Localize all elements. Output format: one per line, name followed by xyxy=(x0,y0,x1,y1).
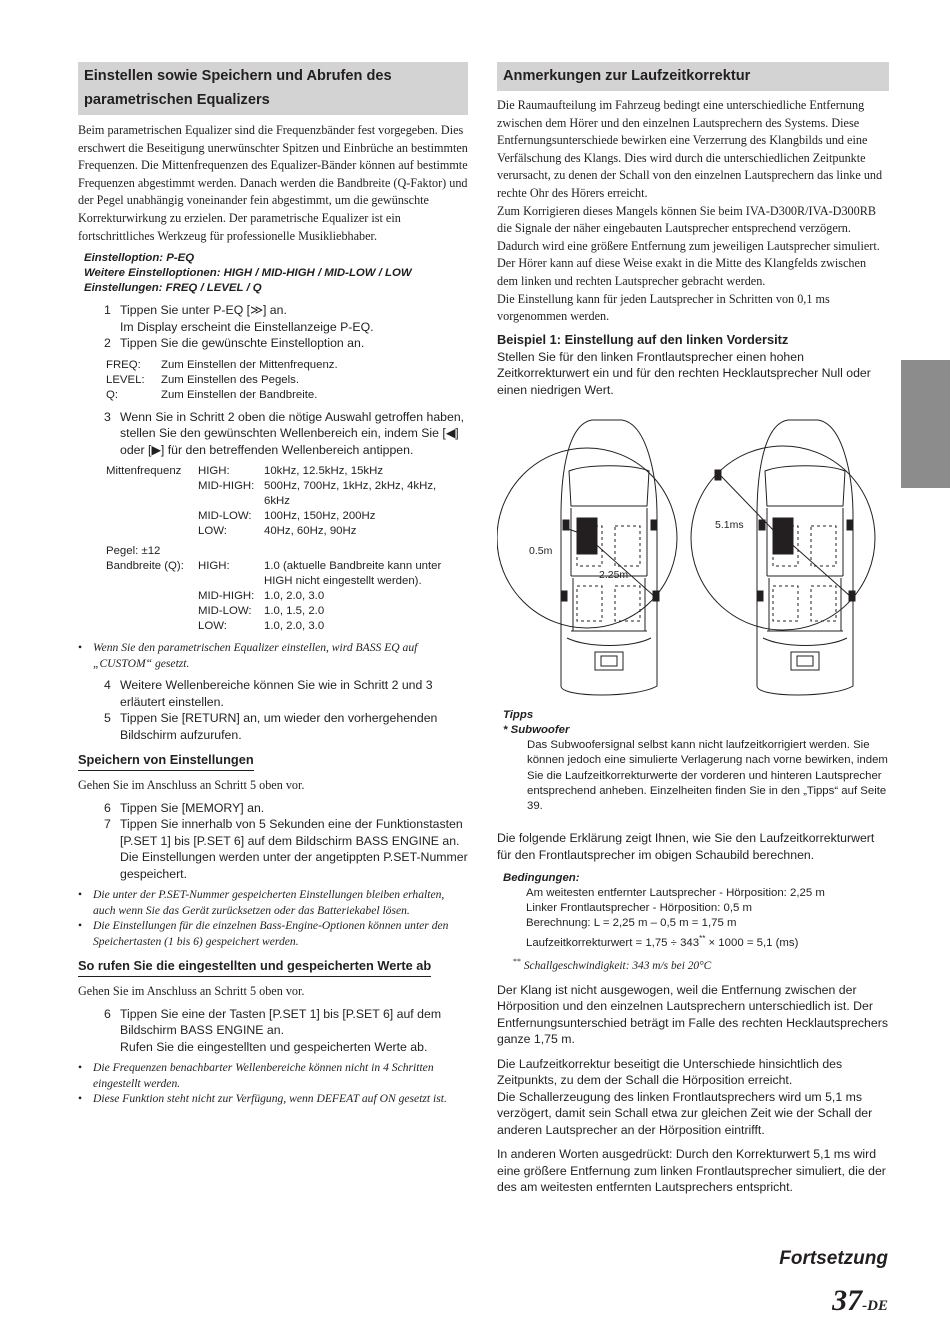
heading-speichern: Speichern von Einstellungen xyxy=(78,751,468,771)
mf-row: MID-LOW: 100Hz, 150Hz, 200Hz xyxy=(198,510,376,523)
tipps-heading: Tipps xyxy=(503,709,534,722)
speichern-intro: Gehen Sie im Anschluss an Schritt 5 oben vor. xyxy=(78,778,305,793)
bw-row: MID-HIGH: 1.0, 2.0, 3.0 xyxy=(198,590,325,603)
steps-4-5 xyxy=(78,677,468,743)
option-list xyxy=(78,358,468,403)
option-line-1: Einstelloption: P-EQ xyxy=(84,252,195,265)
side-tab xyxy=(901,360,950,488)
mf-row: LOW: 40Hz, 60Hz, 90Hz xyxy=(198,525,357,538)
calc-intro: Die folgende Erklärung zeigt Ihnen, wie Sie den Laufzeitkorrekturwert für den Frontlautsprecher im obigen Schaubild berechnen. xyxy=(497,831,875,862)
subwoofer-heading: * Subwoofer xyxy=(503,724,570,737)
step-recall-block xyxy=(78,1006,468,1056)
double-chevron-icon: ≫ xyxy=(250,303,263,318)
step-3: 3 Wenn Sie in Schritt 2 oben die nötige Auswahl getroffen haben, stellen Sie den gewünschten Wellenbereich ein, indem Sie [◀] oder [▶] für den betreffenden Wellenbereich antippen. xyxy=(104,409,465,457)
section-heading-laufzeit: Anmerkungen zur Laufzeitkorrektur xyxy=(497,62,889,91)
step-recall: 6 Tippen Sie eine der Tasten [P.SET 1] bis [P.SET 6] auf dem Bildschirm BASS ENGINE an. Rufen Sie die eingestellten und gespeicherten Werte ab. xyxy=(104,1006,442,1054)
note-defeat: • Diese Funktion steht nicht zur Verfügung, wenn DEFEAT auf ON gesetzt ist. xyxy=(78,1092,447,1106)
tipps-block xyxy=(497,708,889,814)
continuation-label: Fortsetzung xyxy=(779,1248,888,1269)
sound-speed-note: ** Schallgeschwindigkeit: 343 m/s bei 20°C xyxy=(513,957,712,972)
option-row: FREQ: Zum Einstellen der Mittenfrequenz. xyxy=(106,358,338,371)
option-line-3: Einstellungen: FREQ / LEVEL / Q xyxy=(84,282,262,295)
car-diagram xyxy=(497,416,889,702)
label-51ms: 5.1ms xyxy=(715,519,744,532)
mf-row: Mittenfrequenz HIGH: 10kHz, 12.5kHz, 15kHz xyxy=(106,465,384,478)
bw-row: LOW: 1.0, 2.0, 3.0 xyxy=(198,620,325,633)
step-2: 2 Tippen Sie die gewünschte Einstelloption an. xyxy=(104,336,365,351)
peq-intro: Beim parametrischen Equalizer sind die Frequenzbänder fest vorgegeben. Dies erschwert die Beseitigung unerwünschter Spitzen und Einbrüche an bestimmten Frequenzen. Die Mittenfrequenzen des Equalizer-Bänder können auf bestimmte Frequenzen abgestimmt werden. Danach werden die Bandbreite (Q-Faktor) und der Pegel unabhängig voneinander fein abgestimmt, um die gewünschte Korrekturwirkung zu erzielen. Der parametrische Equalizer ist ein fortschrittliches Werkzeug für professionelle Musikliebhaber. xyxy=(78,123,468,243)
option-row: Q: Zum Einstellen der Bandbreite. xyxy=(106,388,318,401)
left-column xyxy=(78,62,468,1107)
step-7: 7 Tippen Sie innerhalb von 5 Sekunden eine der Funktionstasten [P.SET 1] bis [P.SET 6] auf dem Bildschirm BASS ENGINE an. Die Einstellungen werden unter der angetippten P.SET-Nummer gespeichert. xyxy=(104,817,468,881)
conditions-lines: Am weitesten entfernter Lautsprecher - Hörposition: 2,25 m Linker Frontlautsprecher - Hörposition: 0,5 m Berechnung: L = 2,25 m – 0,5 m = 1,75 m Laufzeitkorrekturwert = 1,75 ÷ 343** × 1000 = 5,1 (ms) xyxy=(503,886,889,951)
note-bass-eq: • Wenn Sie den parametrischen Equalizer einstellen, wird BASS EQ auf „CUSTOM“ gesetzt. xyxy=(78,641,418,670)
bw-row: MID-LOW: 1.0, 1.5, 2.0 xyxy=(198,605,325,618)
laufzeit-intro: Die Raumaufteilung im Fahrzeug bedingt eine unterschiedliche Entfernung zwischen dem Hörer und den einzelnen Lautsprechern des Systems. Diese Entfernungsunterschiede bewirken eine Verzerrung des Klangbilds und eine Verfälschung des Klangs. Dies wird durch die unterschiedlichen Zeitpunkte verursacht, zu denen der Schall von den einzelnen Lautsprechern das linke und rechte Ohr des Hörers erreicht. Zum Korrigieren dieses Mangels können Sie beim IVA-D300R/IVA-D300RB die Signale der näher eingebauten Lautsprecher entsprechend verzögern. Dadurch wird eine größere Entfernung zum jeweiligen Lautsprecher simuliert. Der Hörer kann auf diese Weise exakt in die Mitte des Klangfelds zwischen dem linken und rechten Lautsprecher gebracht werden. Die Einstellung kann für jeden Lautsprecher in Schritten von 0,1 ms vorgenommen werden. xyxy=(497,98,883,324)
step-6: 6 Tippen Sie [MEMORY] an. xyxy=(104,800,265,815)
pegel-row: Pegel: ±12 xyxy=(106,545,161,558)
steps-6-7 xyxy=(78,800,468,883)
right-column xyxy=(497,62,889,1196)
step-4: 4 Weitere Wellenbereiche können Sie wie in Schritt 2 und 3 erläutert einstellen. xyxy=(104,678,433,709)
page-number: 37-DE xyxy=(832,1284,888,1317)
conditions-heading: Bedingungen: xyxy=(503,872,580,885)
step-5: 5 Tippen Sie [RETURN] an, um wieder den vorhergehenden Bildschirm aufzurufen. xyxy=(104,711,438,742)
car-left xyxy=(561,420,657,695)
beispiel-text: Stellen Sie für den linken Frontlautsprecher einen hohen Zeitkorrekturwert ein und für den rechten Hecklautsprecher Null oder einen niedrigen Wert. xyxy=(497,349,871,397)
step-1: 1 Tippen Sie unter P-EQ [≫] an. Im Display erscheint die Einstellanzeige P-EQ. xyxy=(104,303,374,334)
abrufen-intro: Gehen Sie im Anschluss an Schritt 5 oben vor. xyxy=(78,984,305,999)
heading-abrufen: So rufen Sie die eingestellten und gespeicherten Werte ab xyxy=(78,957,468,977)
imbalance-text: Der Klang ist nicht ausgewogen, weil die Entfernung zwischen der Hörposition und den einzelnen Lautsprechern unterschiedlich ist. Der Entfernungsunterschied beträgt im Falle des rechten Hecklautsprechers ganze 1,75 m. xyxy=(497,982,888,1047)
frequency-table xyxy=(78,464,468,634)
correction-text-2: Die Schallerzeugung des linken Frontlautsprechers wird um 5,1 ms verzögert, damit sein Schall etwa zur gleichen Zeit wie der Schall der anderen Lautsprecher an der Hörposition eintrifft. xyxy=(497,1089,873,1137)
bw-row: Bandbreite (Q): HIGH: 1.0 (aktuelle Bandbreite kann unter HIGH nicht eingestellt werden). xyxy=(106,560,442,588)
correction-text-3: In anderen Worten ausgedrückt: Durch den Korrekturwert 5,1 ms wird eine größere Entfernung zum linken Frontlautsprecher simuliert, die der des am weitesten entfernten Lautsprechers entspricht. xyxy=(497,1147,886,1195)
step-3-block xyxy=(78,409,468,459)
car-right xyxy=(691,420,875,695)
option-block xyxy=(78,251,468,296)
note-pset: • Die unter der P.SET-Nummer gespeicherten Einstellungen bleiben erhalten, auch wenn Sie das Gerät zurücksetzen oder das Batteriekabel lösen. xyxy=(78,888,445,917)
note-neighbour-bands: • Die Frequenzen benachbarter Wellenbereiche können nicht in 4 Schritten eingestellt werden. xyxy=(78,1061,434,1090)
option-row: LEVEL: Zum Einstellen des Pegels. xyxy=(106,373,300,386)
label-225m: 2.25m xyxy=(599,569,629,582)
car-diagram-svg xyxy=(497,416,889,702)
option-line-2: Weitere Einstelloptionen: HIGH / MID-HIGH / MID-LOW / LOW xyxy=(84,267,412,280)
subwoofer-text: Das Subwoofersignal selbst kann nicht laufzeitkorrigiert werden. Sie können jedoch eine simulierte Verlagerung nach vorne bewirken, indem Sie die Laufzeitkorrekturwerte der vorderen und hinteren Lautsprecher entsprechend anheben. Einzelheiten finden Sie in den „Tipps“ auf Seite 39. xyxy=(527,739,888,813)
note-bass-engine: • Die Einstellungen für die einzelnen Bass-Engine-Optionen können unter den Speichertasten (1 bis 6) gespeichert werden. xyxy=(78,919,449,948)
section-heading-peq: Einstellen sowie Speichern und Abrufen des parametrischen Equalizers xyxy=(78,62,468,115)
mf-row: MID-HIGH: 500Hz, 700Hz, 1kHz, 2kHz, 4kHz, 6kHz xyxy=(198,480,437,508)
correction-text-1: Die Laufzeitkorrektur beseitigt die Unterschiede hinsichtlich des Zeitpunkts, zu dem der Schall die Hörposition erreicht. xyxy=(497,1056,843,1088)
steps-1-2 xyxy=(78,302,468,352)
condition-calculation: Laufzeitkorrekturwert = 1,75 ÷ 343** × 1000 = 5,1 (ms) xyxy=(526,934,799,950)
label-05m: 0.5m xyxy=(529,545,553,558)
conditions-block xyxy=(497,871,889,974)
heading-beispiel: Beispiel 1: Einstellung auf den linken Vordersitz xyxy=(497,331,789,347)
